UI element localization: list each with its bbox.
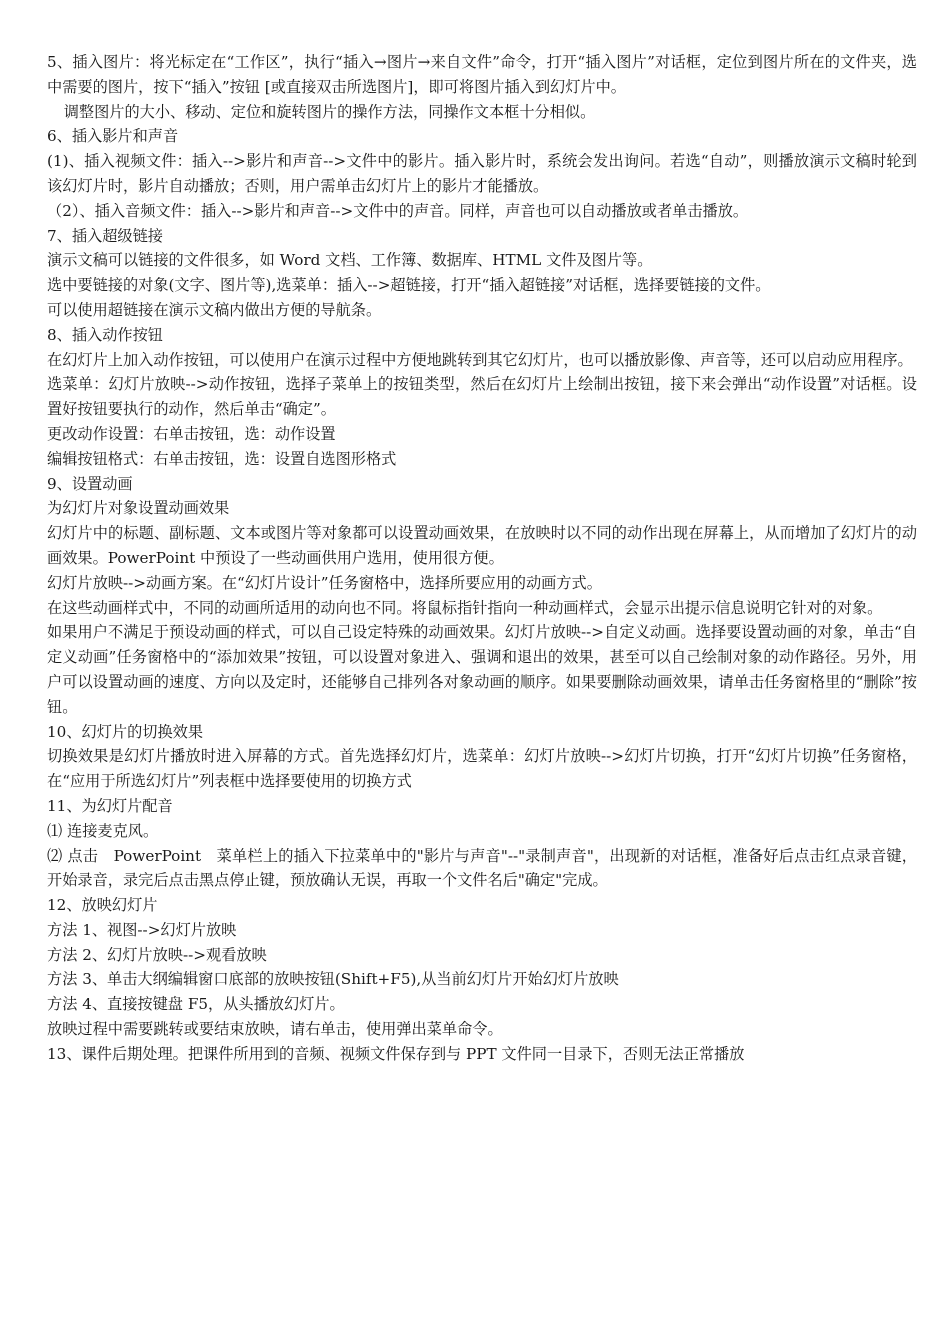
document-body (47, 50, 917, 1067)
paragraph-animation-styles: 在这些动画样式中，不同的动画所适用的动向也不同。将鼠标指针指向一种动画样式，会显示出提示信息说明它针对的对象。 (47, 598, 883, 617)
paragraph-action-intro: 在幻灯片上加入动作按钮，可以使用户在演示过程中方便地跳转到其它幻灯片，也可以播放影像、声音等，还可以启动应用程序。 (47, 350, 913, 369)
paragraph-action-steps: 选菜单：幻灯片放映-->动作按钮，选择子菜单上的按钮类型，然后在幻灯片上绘制出按钮，接下来会弹出“动作设置”对话框。设置好按钮要执行的动作，然后单击“确定”。 (47, 375, 917, 419)
paragraph-action-format: 编辑按钮格式：右单击按钮，选：设置自选图形格式 (47, 449, 397, 468)
paragraph-animation-subtitle: 为幻灯片对象设置动画效果 (47, 499, 230, 518)
paragraph-method-3: 方法 3、单击大纲编辑窗口底部的放映按钮(Shift+F5),从当前幻灯片开始幻灯片放映 (47, 970, 619, 989)
paragraph-insert-video: (1)、插入视频文件：插入-->影片和声音-->文件中的影片。插入影片时，系统会发出询问。若选“自动”，则播放演示文稿时轮到该幻灯片时，影片自动播放；否则，用户需单击幻灯片上的影片才能播放。 (47, 152, 917, 195)
paragraph-animation-custom: 如果用户不满足于预设动画的样式，可以自己设定特殊的动画效果。幻灯片放映-->自定义动画。选择要设置动画的对象，单击“自定义动画”任务窗格中的“添加效果”按钮，可以设置对象进入、强调和退出的效果，甚至可以自己绘制对象的动作路径。另外，用户可以设置动画的速度、方向以及定时，还能够自己排列各对象动画的顺序。如果要删除动画效果，请单击任务窗格里的“删除”按钮。 (47, 623, 917, 716)
heading-slide-transition: 10、幻灯片的切换效果 (47, 722, 204, 741)
paragraph-method-4: 方法 4、直接按键盘 F5，从头播放幻灯片。 (47, 995, 345, 1014)
paragraph-hyperlink-steps: 选中要链接的对象(文字、图片等),选菜单：插入-->超链接，打开“插入超链接”对话框，选择要链接的文件。 (47, 276, 771, 295)
paragraph-connect-mic: ⑴ 连接麦克风。 (47, 821, 159, 840)
paragraph-show-navigation: 放映过程中需要跳转或要结束放映，请右单击，使用弹出菜单命令。 (47, 1020, 503, 1039)
paragraph-animation-scheme: 幻灯片放映-->动画方案。在“幻灯片设计”任务窗格中，选择所要应用的动画方式。 (47, 573, 602, 592)
paragraph-action-change: 更改动作设置：右单击按钮，选：动作设置 (47, 424, 336, 443)
paragraph-hyperlink-nav: 可以使用超链接在演示文稿内做出方便的导航条。 (47, 300, 382, 319)
paragraph-post-processing: 13、课件后期处理。把课件所用到的音频、视频文件保存到与 PPT 文件同一目录下，否则无法正常播放 (47, 1044, 745, 1063)
heading-slide-show: 12、放映幻灯片 (47, 896, 158, 915)
heading-insert-hyperlink: 7、插入超级链接 (47, 226, 163, 245)
heading-set-animation: 9、设置动画 (47, 474, 133, 493)
paragraph-transition: 切换效果是幻灯片播放时进入屏幕的方式。首先选择幻灯片，选菜单：幻灯片放映-->幻灯片切换，打开“幻灯片切换”任务窗格，在“应用于所选幻灯片”列表框中选择要使用的切换方式 (47, 747, 917, 791)
paragraph-record-sound: ⑵ 点击 PowerPoint 菜单栏上的插入下拉菜单中的"影片与声音"--"录制声音"，出现新的对话框，准备好后点击红点录音键，开始录音，录完后点击黑点停止键，预放确认无误，再取一个文件名后"确定"完成。 (47, 846, 917, 890)
paragraph-insert-audio: （2）、插入音频文件：插入-->影片和声音-->文件中的声音。同样，声音也可以自动播放或者单击播放。 (47, 201, 749, 220)
heading-action-buttons: 8、插入动作按钮 (47, 325, 163, 344)
paragraph-hyperlink-files: 演示文稿可以链接的文件很多，如 Word 文档、工作簿、数据库、HTML 文件及图片等。 (47, 251, 653, 270)
paragraph-insert-picture: 5、插入图片：将光标定在“工作区”，执行“插入→图片→来自文件”命令，打开“插入图片”对话框，定位到图片所在的文件夹，选中需要的图片，按下“插入”按钮 [或直接双击所选图片]，即可将图片插入到幻灯片中。 (47, 53, 917, 96)
heading-insert-movie-sound: 6、插入影片和声音 (47, 127, 179, 146)
paragraph-animation-intro: 幻灯片中的标题、副标题、文本或图片等对象都可以设置动画效果，在放映时以不同的动作出现在屏幕上，从而增加了幻灯片的动画效果。PowerPoint 中预设了一些动画供用户选用，使用很方便。 (47, 524, 917, 567)
paragraph-method-1: 方法 1、视图-->幻灯片放映 (47, 920, 237, 939)
paragraph-picture-adjust: 调整图片的大小、移动、定位和旋转图片的操作方法，同操作文本框十分相似。 (63, 102, 596, 121)
heading-slide-narration: 11、为幻灯片配音 (47, 796, 173, 815)
paragraph-method-2: 方法 2、幻灯片放映-->观看放映 (47, 945, 267, 964)
